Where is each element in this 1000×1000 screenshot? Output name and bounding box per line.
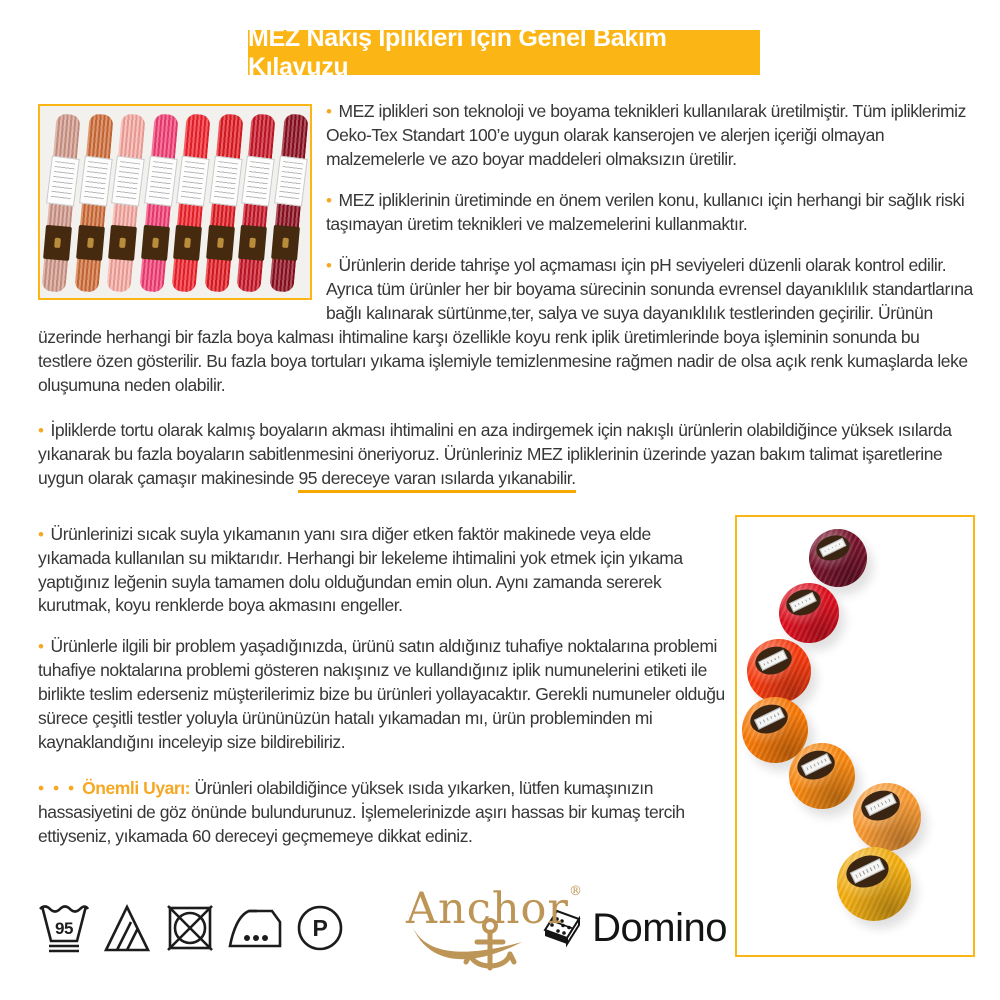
page-title: MEZ Nakış İplikleri İçin Genel Bakım Kılavuzu xyxy=(248,23,667,81)
care-symbols xyxy=(38,898,346,958)
thread-ball xyxy=(809,529,867,587)
thread-skein xyxy=(106,113,145,292)
bullet-dot-icon: • xyxy=(38,420,44,440)
domino-logo-text: Domino xyxy=(592,905,727,950)
paragraph-text: Ürünlerle ilgili bir problem yaşadığınızda, ürünü satın aldığınız tuhafiye noktalarına problemi tuhafiye noktalarına problemi gösteren nakışınız ve kullandığınız iplik numunelerini etiketi ile birlikte teslim ederseniz müşterilerimiz bize bu ürünleri yollayacaktır. Gerekli numuneler olduğu sürece çeşitli testler yoluyla ürününüzün hatalı yıkamadan mı, ürün probleminden mi kaynaklandığını inceleyip size bildirebiliriz. xyxy=(38,636,725,753)
skein-label xyxy=(79,155,113,206)
top-section xyxy=(38,100,975,398)
skein-brand-band xyxy=(173,225,202,261)
skein-brand-band xyxy=(206,225,235,261)
page-title-banner xyxy=(248,23,760,81)
bullet-dot-icon: • xyxy=(326,190,332,210)
thread-skein xyxy=(171,113,210,292)
iron-high-icon xyxy=(227,898,283,958)
paragraph xyxy=(38,635,727,755)
wash-temp-value: 95 xyxy=(54,919,74,939)
bleach-triangle-icon xyxy=(101,898,153,958)
thread-skein xyxy=(204,113,243,292)
thread-ball xyxy=(789,743,855,809)
skein-brand-band xyxy=(141,225,170,261)
ball-label xyxy=(758,649,788,671)
skein-label xyxy=(46,155,80,206)
bottom-text-column xyxy=(38,515,727,984)
ball-label xyxy=(800,753,831,775)
bullet-dot-icon: • xyxy=(38,524,44,544)
paragraph-washing xyxy=(38,419,975,491)
important-warning xyxy=(38,777,727,849)
anchor-logo xyxy=(394,874,583,982)
ball-label xyxy=(789,592,817,612)
skein-brand-band xyxy=(108,225,137,261)
thread-skein xyxy=(236,113,275,292)
thread-skein xyxy=(269,113,308,292)
thread-skein xyxy=(74,113,113,292)
thread-balls-photo xyxy=(735,515,975,957)
do-not-tumble-dry-icon xyxy=(164,898,216,958)
thread-skein xyxy=(139,113,178,292)
paragraph-text: İpliklerde tortu olarak kalmış boyaların akması ihtimalini en aza indirgemek için nakışlı ürünlerin olabildiğince yüksek ısılarda yıkanarak bu fazla boyaların sabitlenmesini öneriyoruz. Ürünleriniz MEZ ipliklerinin üzerinde yazan bakım talimat işaretlerine uygun olarak çamaşır makinesinde xyxy=(38,419,952,488)
thread-ball xyxy=(779,583,839,643)
skein-label xyxy=(241,155,275,206)
anchor-logo-text: Anchor® xyxy=(406,884,583,935)
wash-95-icon xyxy=(38,898,90,958)
paragraph-text: Ürünlerinizi sıcak suyla yıkamanın yanı sıra diğer etken faktör makinede veya elde yıkamada kullanılan su miktarıdır. Herhangi bir lekeleme ihtimalini yok etmek için yıkama yaptığınız leğenin suyla tamamen dolu olduğundan emin olun. Aynı zamanda sererek kurutmak, koyu renklerde boya akmasını engeller. xyxy=(38,523,683,616)
skein-brand-band xyxy=(76,225,105,261)
dry-clean-letter: P xyxy=(312,915,328,942)
skein-label xyxy=(209,155,243,206)
bullet-dot-icon: • xyxy=(326,255,332,275)
bullet-dot-icon: • xyxy=(326,102,332,121)
paragraph-text: Ürünlerin deride tahrişe yol açmaması için pH seviyeleri düzenli olarak kontrol edilir. Ayrıca tüm ürünler her bir boyama sürecinin sonunda evrensel dayanıklılık standartlarına bağlı kalınarak sürtünme,ter, salya ve suya dayanıklılık testlerinden geçirilir. Ürünün üzerinde herhangi bir fazla boya kalması ihtimaline karşı özellikle koyu renk iplik üretimlerinde boya işleminin sonunda bu testlere özen gösterilir. Bu fazla boya tortuları yıkama işlemiyle temizlenmesine rağmen nadir de olsa açık renk kumaşlarda leke oluşumuna neden olabilir. xyxy=(38,254,973,395)
thread-ball xyxy=(837,847,911,921)
thread-ball xyxy=(747,639,811,703)
anchor-icon xyxy=(394,912,574,982)
ball-label xyxy=(819,538,846,558)
skein-label xyxy=(144,155,178,206)
skein-brand-band xyxy=(43,225,72,261)
ball-label xyxy=(850,858,884,883)
paragraph xyxy=(38,523,727,619)
skein-brand-band xyxy=(238,225,267,261)
thread-skein xyxy=(41,113,80,292)
paragraph-text: MEZ ipliklerinin üretiminde en önem verilen konu, kullanıcı için herhangi bir sağlık riski taşımayan üretim teknikleri ve malzemelerini kullanmaktır. xyxy=(326,189,965,234)
bottom-section xyxy=(38,515,975,984)
document-body xyxy=(38,100,975,983)
underlined-wash-temperature: 95 dereceye varan ısılarda yıkanabilir. xyxy=(298,468,575,493)
ball-label xyxy=(753,707,784,729)
skein-brand-band xyxy=(271,225,300,261)
floss-skeins-photo xyxy=(38,104,312,300)
skein-label xyxy=(176,155,210,206)
ball-label xyxy=(865,793,897,816)
warning-dots-icon: • • • xyxy=(38,778,77,799)
dry-clean-p-icon xyxy=(294,898,346,958)
registered-mark: ® xyxy=(568,884,583,900)
warning-label: Önemli Uyarı: xyxy=(82,778,191,799)
skein-label xyxy=(111,155,145,206)
thread-ball xyxy=(853,783,921,851)
footer-row xyxy=(38,873,727,983)
skein-label xyxy=(274,155,308,206)
warning-text: Ürünleri olabildiğince yüksek ısıda yıkarken, lütfen kumaşınızın hassasiyetini de göz önünde bulundurunuz. İşlemelerinizde aşırı hassas bir kumaş tercih ettiyseniz, yıkamada 60 dereceyi geçmemeye dikkat ediniz. xyxy=(38,778,685,847)
bullet-dot-icon: • xyxy=(38,637,44,657)
paragraph-text: MEZ iplikleri son teknoloji ve boyama teknikleri kullanılarak üretilmiştir. Tüm ipliklerimiz Oeko-Tex Standart 100’e uygun olarak kanserojen ve alerjen içeriği olmayan malzemelerle ve azo boyar maddeleri olmaksızın üretilir. xyxy=(326,101,966,169)
